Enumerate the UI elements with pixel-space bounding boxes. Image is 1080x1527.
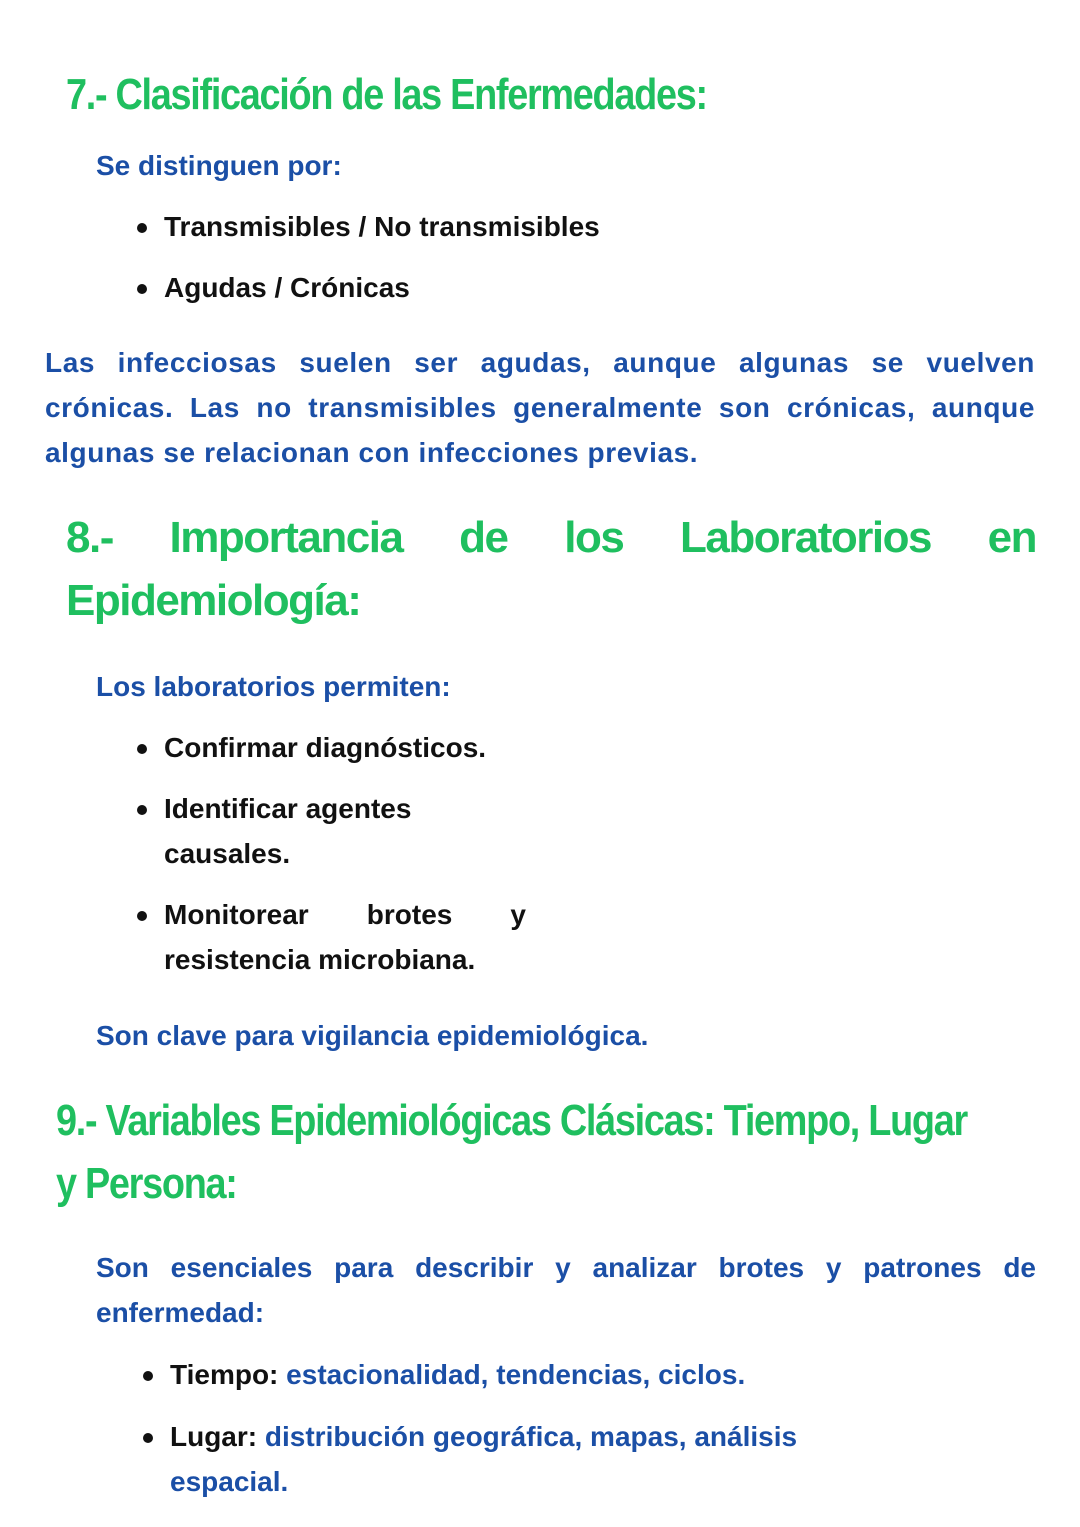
- heading-line: Epidemiología:: [66, 576, 361, 625]
- list-item: Identificar agentes causales.: [164, 793, 412, 869]
- list-item: [170, 1414, 900, 1504]
- section-7-intro: Se distinguen por:: [96, 150, 342, 181]
- section-8-closing: Son clave para vigilancia epidemiológica.: [96, 1020, 649, 1051]
- item-text: estacionalidad, tendencias, ciclos.: [286, 1359, 746, 1390]
- section-9-heading: [56, 1089, 1056, 1215]
- bullet-icon: [143, 1433, 153, 1443]
- section-8-heading: [66, 506, 1036, 632]
- list-item: Confirmar diagnósticos.: [164, 732, 487, 763]
- item-label: Lugar:: [170, 1421, 258, 1452]
- bullet-icon: [137, 223, 147, 233]
- list-item: [170, 1352, 970, 1397]
- list-item: Agudas / Crónicas: [164, 272, 410, 303]
- bullet-icon: [137, 911, 147, 921]
- section-9-paragraph: Son esenciales para describir y analizar brotes y patrones de enfermedad:: [96, 1252, 1036, 1328]
- list-item: Transmisibles / No transmisibles: [164, 211, 600, 242]
- heading-line: 8.- Importancia de los Laboratorios en: [66, 513, 1036, 562]
- section-8-intro: Los laboratorios permiten:: [96, 671, 451, 702]
- heading-text: 7.- Clasificación de las Enfermedades:: [66, 70, 707, 119]
- item-text: distribución geográfica, mapas, análisis espacial.: [170, 1421, 798, 1497]
- item-label: Tiempo:: [170, 1359, 279, 1390]
- section-7-paragraph: Las infecciosas suelen ser agudas, aunque algunas se vuelven crónicas. Las no transmisibles generalmente son crónicas, aunque algunas se relacionan con infecciones previas.: [45, 347, 1035, 468]
- bullet-icon: [137, 744, 147, 754]
- heading-line: 9.- Variables Epidemiológicas Clásicas: Tiempo, Lugar: [56, 1096, 967, 1145]
- section-7-heading: [66, 63, 1066, 126]
- bullet-icon: [143, 1371, 153, 1381]
- heading-line: y Persona:: [56, 1159, 237, 1208]
- bullet-icon: [137, 284, 147, 294]
- list-item: Monitorear brotes y resistencia microbiana.: [164, 899, 526, 975]
- bullet-icon: [137, 805, 147, 815]
